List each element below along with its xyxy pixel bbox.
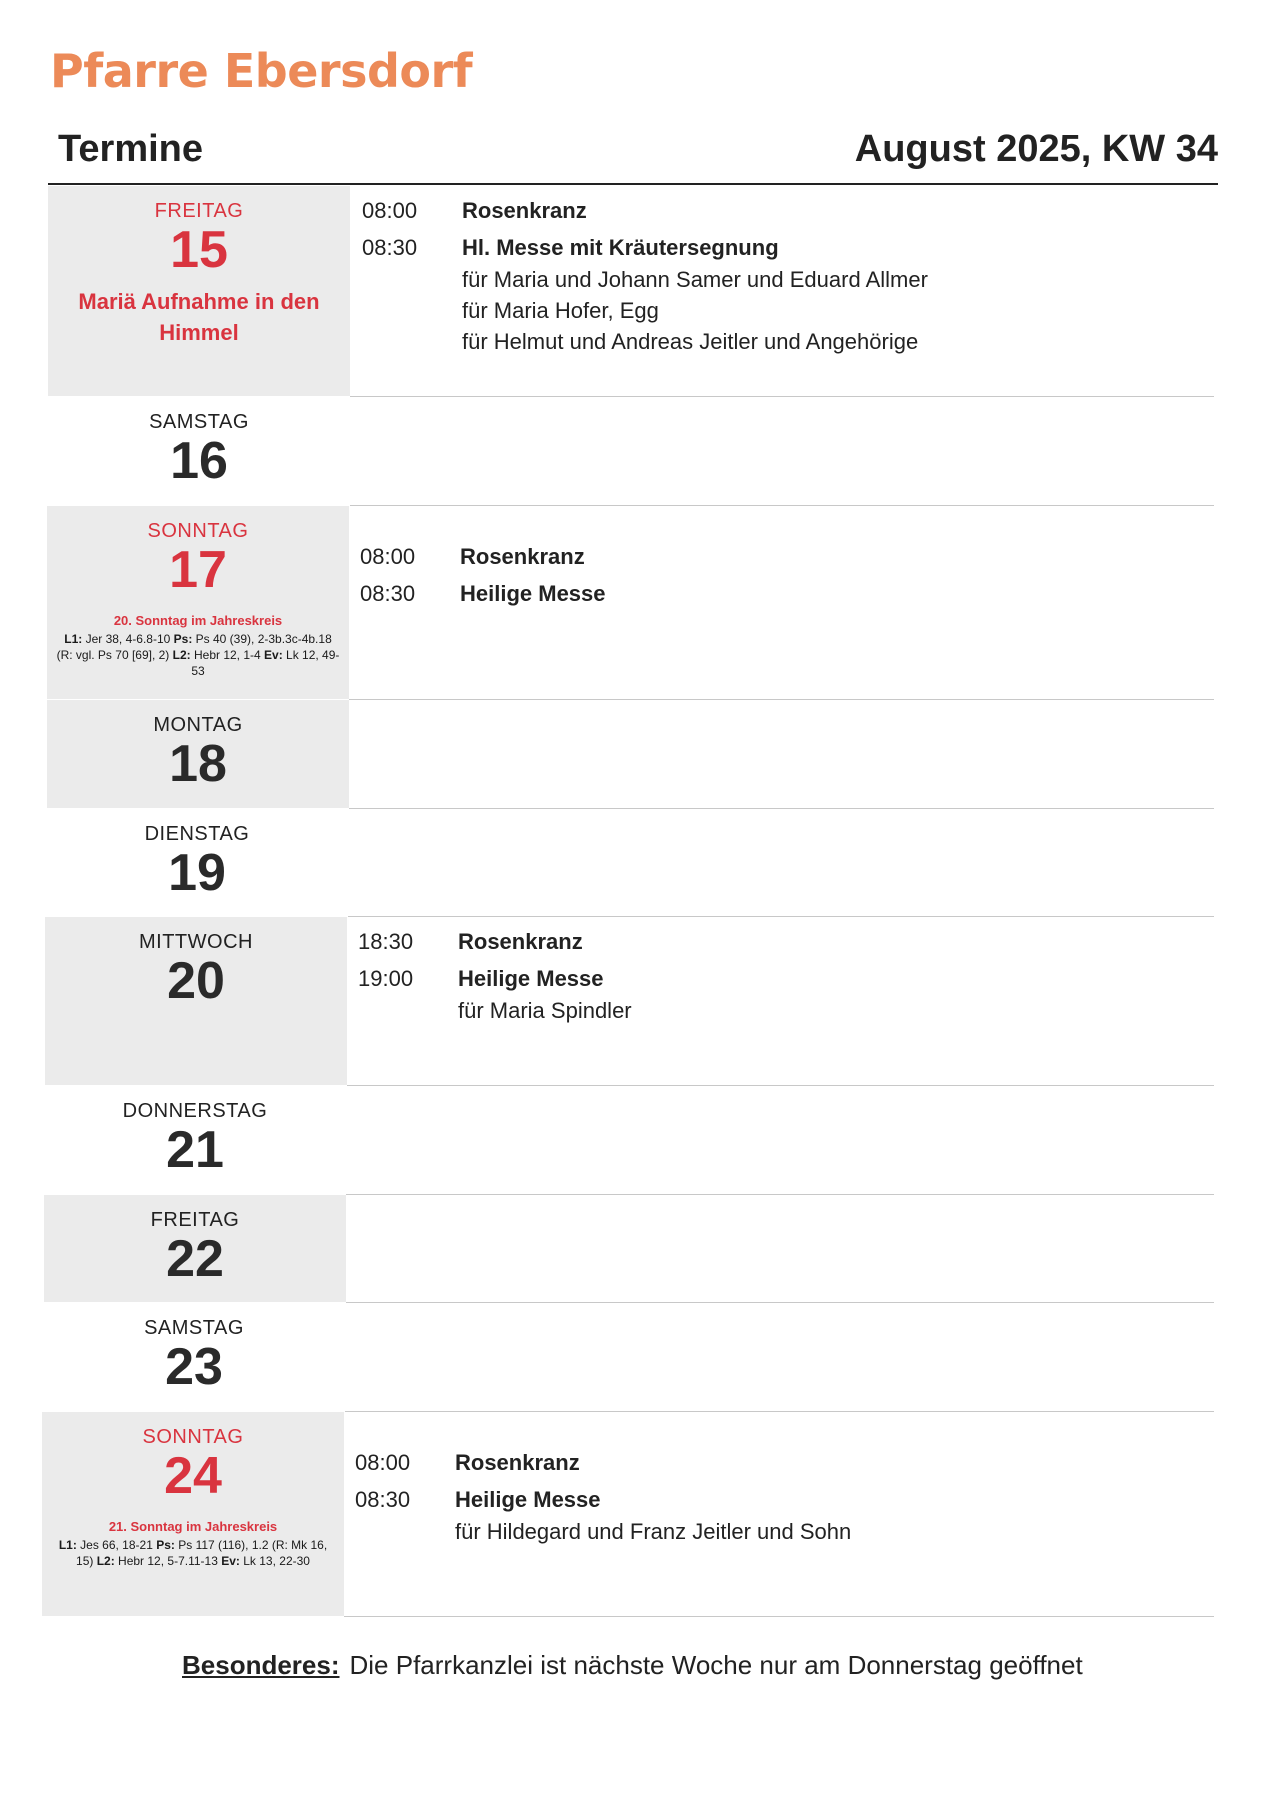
event-title: Rosenkranz: [462, 198, 587, 223]
reading-text: Hebr 12, 5-7.11-13: [114, 1554, 222, 1568]
weekday-label: SAMSTAG: [144, 1317, 244, 1339]
mass-intention: für Maria und Johann Samer und Eduard Allmer: [462, 267, 928, 292]
sunday-name: 21. Sonntag im Jahreskreis: [108, 1519, 278, 1534]
day-cell: [45, 917, 347, 1085]
feast-name: Mariä Aufnahme in den Himmel: [78, 289, 320, 345]
event-time: 08:00: [355, 1450, 411, 1475]
reading-text: Ps 40 (39), 2-3b.3c-4b.18 (R: vgl. Ps 70 [69], 2): [56, 632, 332, 662]
day-cell: [46, 809, 348, 916]
event-time: 08:30: [355, 1487, 411, 1512]
mass-intention: für Maria Spindler: [458, 998, 632, 1023]
reading-label: L2:: [172, 648, 191, 662]
readings: [55, 631, 341, 679]
reading-text: Jes 66, 18-21: [76, 1538, 157, 1552]
day-number: 22: [166, 1230, 224, 1288]
day-cell: [47, 506, 349, 699]
reading-label: Ev:: [264, 648, 283, 662]
mass-intention: für Maria Hofer, Egg: [462, 298, 659, 323]
weekday-label: SONNTAG: [142, 1426, 244, 1448]
day-cell: [47, 700, 349, 808]
event-time: 08:00: [360, 544, 416, 569]
reading-text: Jer 38, 4-6.8-10: [82, 632, 174, 646]
event-title: Rosenkranz: [455, 1450, 580, 1475]
day-number: 15: [170, 221, 228, 279]
weekday-label: MONTAG: [153, 714, 243, 736]
mass-intention: für Helmut und Andreas Jeitler und Angehörige: [462, 329, 919, 354]
weekday-label: DIENSTAG: [144, 823, 250, 845]
period-label: August 2025, KW 34: [854, 128, 1218, 170]
day-row: [0, 1412, 1278, 1616]
day-row: [0, 700, 1278, 808]
day-cell: [48, 397, 350, 505]
sunday-name: 20. Sonntag im Jahreskreis: [113, 613, 283, 628]
day-number: 21: [166, 1121, 224, 1179]
day-row: [0, 397, 1278, 505]
event-title: Heilige Messe: [455, 1487, 601, 1512]
weekday-label: DONNERSTAG: [122, 1100, 268, 1122]
day-number: 17: [169, 541, 227, 599]
day-number: 19: [168, 844, 226, 902]
special-note-text: Die Pfarrkanzlei ist nächste Woche nur am Donnerstag geöffnet: [349, 1650, 1083, 1680]
day-cell: [48, 186, 350, 396]
event-time: 08:30: [362, 235, 418, 260]
reading-label: Ps:: [173, 632, 193, 646]
day-number: 18: [169, 735, 227, 793]
reading-label: L1:: [58, 1538, 77, 1552]
day-number: 20: [167, 952, 225, 1010]
page-title: Termine: [58, 128, 204, 170]
header-divider: [48, 183, 1218, 185]
day-cell: [43, 1303, 345, 1411]
event-title: Hl. Messe mit Kräutersegnung: [462, 235, 779, 260]
day-row: [0, 809, 1278, 916]
reading-label: Ev:: [221, 1554, 240, 1568]
mass-intention: für Hildegard und Franz Jeitler und Sohn: [455, 1519, 852, 1544]
weekday-label: FREITAG: [154, 200, 244, 222]
parish-name: Pfarre Ebersdorf: [50, 44, 473, 98]
weekday-label: FREITAG: [150, 1209, 240, 1231]
event-time: 19:00: [358, 966, 414, 991]
weekday-label: SONNTAG: [147, 520, 249, 542]
special-note: [182, 1650, 1083, 1681]
weekday-label: MITTWOCH: [139, 931, 253, 953]
reading-label: L1:: [64, 632, 83, 646]
readings: [50, 1537, 336, 1569]
reading-text: Lk 12, 49-53: [191, 648, 340, 678]
event-title: Rosenkranz: [458, 929, 583, 954]
weekday-label: SAMSTAG: [149, 411, 249, 433]
event-title: Heilige Messe: [460, 581, 606, 606]
day-number: 16: [170, 432, 228, 490]
event-time: 08:00: [362, 198, 418, 223]
event-time: 08:30: [360, 581, 416, 606]
day-cell: [44, 1195, 346, 1302]
event-title: Heilige Messe: [458, 966, 604, 991]
day-row: [0, 186, 1278, 396]
day-row: [0, 506, 1278, 699]
row-divider: [344, 1616, 1214, 1617]
day-cell: [42, 1412, 344, 1616]
event-title: Rosenkranz: [460, 544, 585, 569]
reading-label: Ps:: [156, 1538, 175, 1552]
day-number: 23: [165, 1338, 223, 1396]
day-row: [0, 1195, 1278, 1302]
day-row: [0, 1303, 1278, 1411]
day-number: 24: [164, 1447, 222, 1505]
reading-label: L2:: [96, 1554, 115, 1568]
day-cell: [44, 1086, 346, 1194]
reading-text: Ps 117 (116), 1.2 (R: Mk 16, 15): [76, 1538, 328, 1568]
day-row: [0, 1086, 1278, 1194]
reading-text: Lk 13, 22-30: [239, 1554, 310, 1568]
reading-text: Hebr 12, 1-4: [190, 648, 265, 662]
day-row: [0, 917, 1278, 1085]
special-note-label: Besonderes:: [182, 1650, 340, 1680]
event-time: 18:30: [358, 929, 414, 954]
